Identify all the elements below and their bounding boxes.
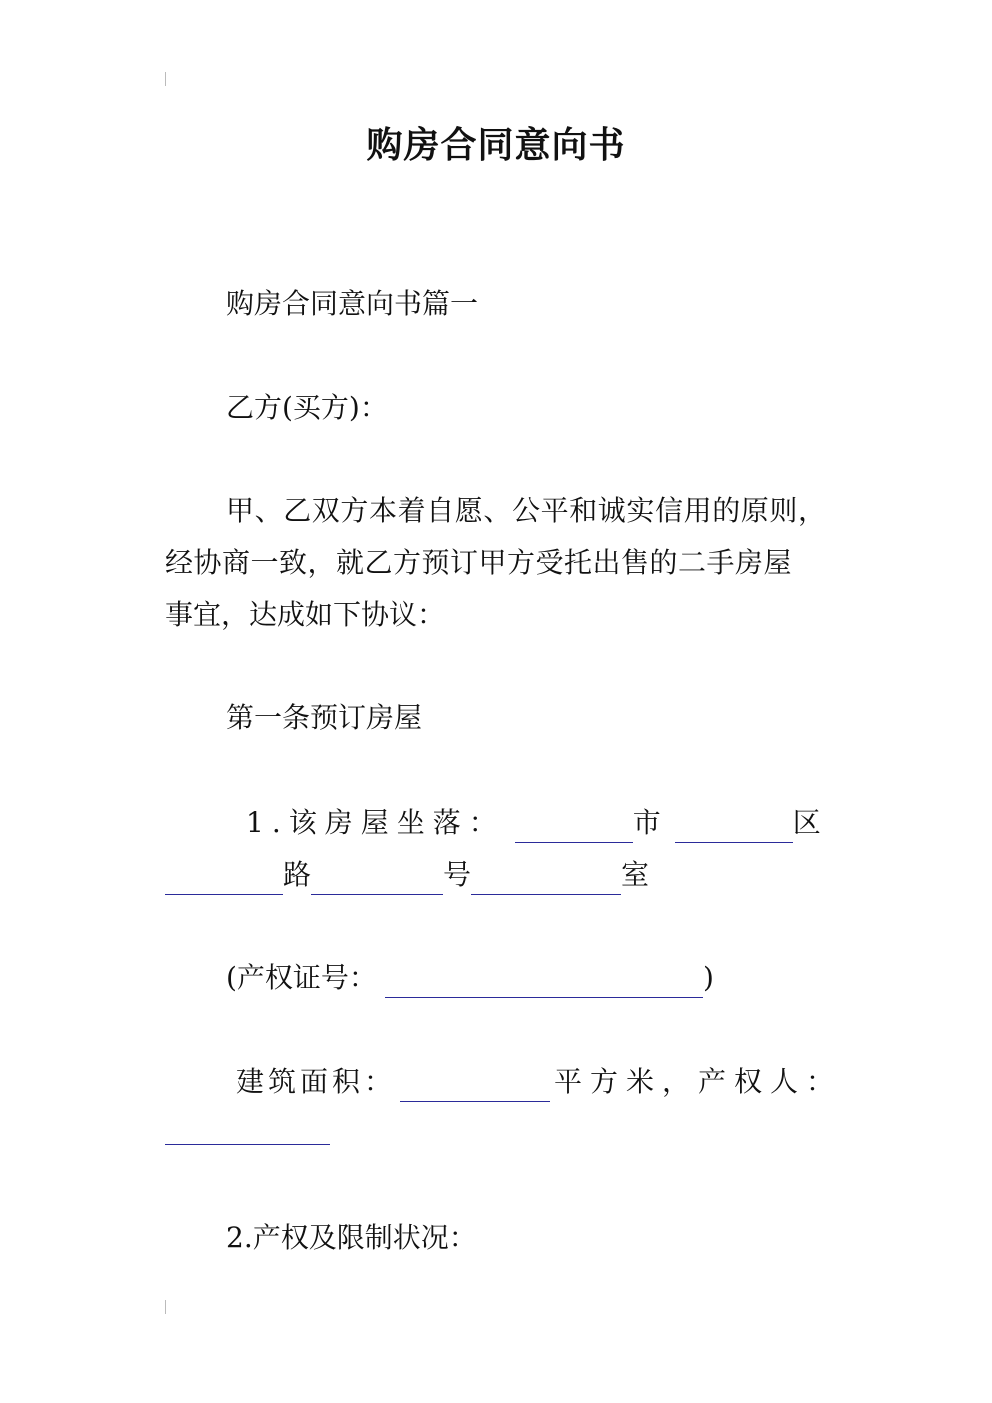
room-label: 室	[621, 858, 650, 891]
section-heading: 购房合同意向书篇一	[226, 287, 479, 320]
city-blank[interactable]	[515, 812, 633, 843]
area-blank[interactable]	[400, 1071, 550, 1102]
road-label: 路	[283, 858, 312, 891]
area-unit-owner-label: 平方米，产权人：	[554, 1065, 843, 1098]
certificate-line	[226, 958, 714, 998]
certificate-close: )	[702, 961, 714, 994]
location-label: 1.该房屋坐落：	[246, 806, 505, 839]
item-2-heading: 2.产权及限制状况：	[226, 1221, 477, 1254]
article-1-heading: 第一条预订房屋	[226, 701, 423, 734]
city-label: 市	[632, 806, 661, 839]
top-corner-mark	[165, 72, 166, 86]
document-title: 购房合同意向书	[366, 125, 626, 166]
location-line-2	[165, 855, 649, 895]
district-label: 区	[792, 806, 821, 839]
number-blank[interactable]	[311, 864, 443, 895]
owner-blank[interactable]	[165, 1114, 330, 1145]
party-b-label: 乙方(买方)：	[226, 391, 388, 424]
intro-line-3: 事宜，达成如下协议：	[165, 598, 446, 631]
intro-line-1: 甲、乙双方本着自愿、公平和诚实信用的原则，	[226, 494, 827, 527]
certificate-number-blank[interactable]	[385, 967, 703, 998]
road-blank[interactable]	[165, 864, 283, 895]
area-line	[236, 1062, 842, 1102]
area-label: 建筑面积：	[236, 1065, 397, 1098]
location-line-1	[246, 803, 821, 843]
bottom-corner-mark	[165, 1300, 166, 1314]
owner-line	[165, 1114, 330, 1145]
number-label: 号	[443, 858, 472, 891]
intro-line-2: 经协商一致，就乙方预订甲方受托出售的二手房屋	[165, 546, 793, 579]
room-blank[interactable]	[471, 864, 621, 895]
district-blank[interactable]	[675, 812, 793, 843]
certificate-label: (产权证号：	[226, 961, 377, 994]
